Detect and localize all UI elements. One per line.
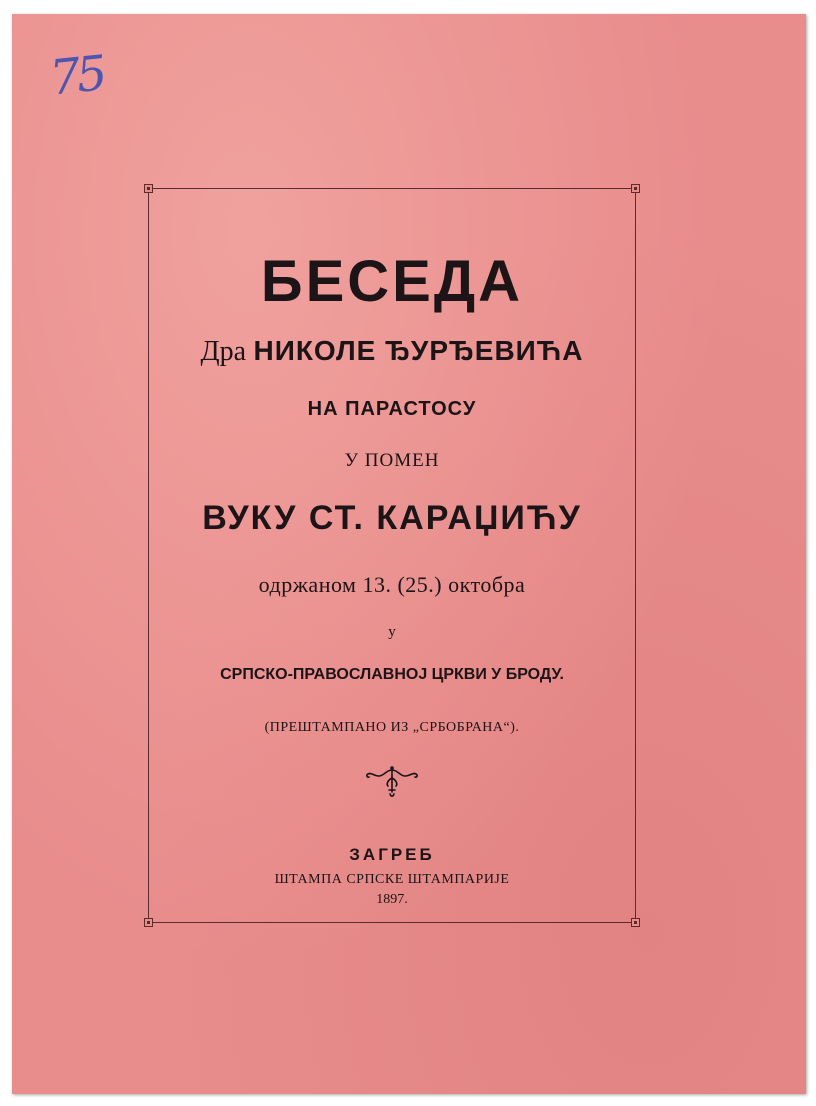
- reprint-note: (ПРЕШТАМПАНО ИЗ „СРБОБРАНА“).: [264, 720, 520, 735]
- subject-name: ВУКУ СТ. КАРАЏИЋУ: [202, 499, 582, 537]
- imprint-year: 1897.: [376, 892, 408, 907]
- imprint-city: ЗАГРЕБ: [349, 845, 435, 864]
- corner-ornament-icon: [144, 918, 153, 927]
- corner-ornament-icon: [631, 184, 640, 193]
- document-title: БЕСЕДА: [260, 249, 524, 314]
- place-line: СРПСКО-ПРАВОСЛАВНОЈ ЦРКВИ У БРОДУ.: [220, 666, 564, 683]
- author-name: НИКОЛЕ ЂУРЂЕВИЋА: [253, 335, 584, 366]
- author-line: [148, 334, 636, 368]
- corner-ornament-icon: [144, 184, 153, 193]
- imprint-printer: ШТАМПА СРПСКЕ ШТАМПАРИЈЕ: [274, 872, 510, 887]
- author-prefix: Дра: [200, 336, 246, 367]
- date-line: одржаном 13. (25.) октобра: [258, 572, 526, 597]
- fleuron-ornament-icon: [362, 764, 422, 800]
- occasion-line: НА ПАРАСТОСУ: [307, 398, 477, 420]
- memorial-line: У ПОМЕН: [344, 450, 440, 471]
- preposition-line: у: [388, 624, 396, 640]
- handwritten-number: 75: [47, 45, 106, 107]
- corner-ornament-icon: [631, 918, 640, 927]
